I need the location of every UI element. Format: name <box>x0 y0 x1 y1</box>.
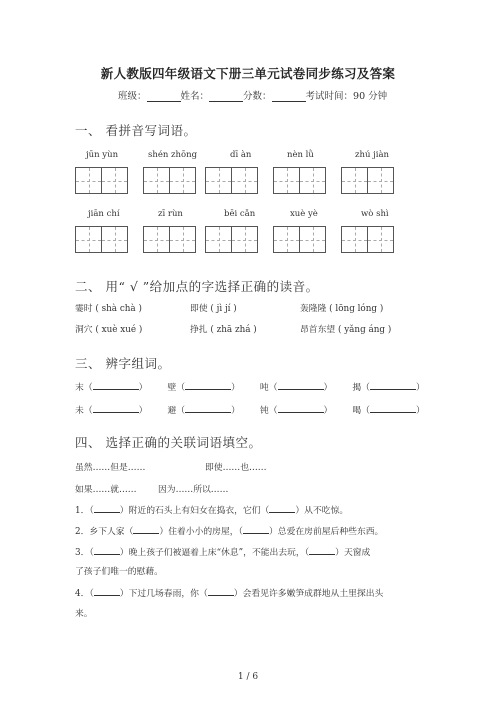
option: 即使……也…… <box>205 463 267 473</box>
reading-choice[interactable]: 洞穴 ( xuè xué ) <box>75 325 143 335</box>
section-4-heading: 四、 选择正确的关联词语填空。 <box>75 435 262 450</box>
writing-grid[interactable] <box>273 226 326 253</box>
option: 虽然……但是…… <box>75 463 146 473</box>
section-1-heading: 一、 看拼音写词语。 <box>75 123 197 138</box>
answer-blank[interactable] <box>94 545 120 555</box>
pinyin: dī àn <box>230 150 252 160</box>
pinyin: bēi cǎn <box>224 209 256 219</box>
question-3: 3．（ ）晚上孩子们被逼着上床“休息”，不能出去玩，（ ）天窗成 <box>75 545 370 558</box>
answer-blank[interactable] <box>93 403 139 413</box>
name-blank[interactable] <box>209 101 243 102</box>
writing-grid[interactable] <box>75 226 128 253</box>
reading-choice[interactable]: 即使 ( jì jí ) <box>190 304 237 314</box>
answer-blank[interactable] <box>243 524 269 534</box>
answer-blank[interactable] <box>94 586 120 596</box>
section-3-heading: 三、 辨字组词。 <box>75 356 171 371</box>
pinyin: jūn yùn <box>86 150 119 160</box>
reading-choice[interactable]: 霎时 ( shà chà ) <box>75 304 142 314</box>
question-4: 4．（ ）下过几场春雨，你（ ）会看见许多嫩笋成群地从土里探出头 <box>75 586 383 599</box>
answer-blank[interactable] <box>133 524 159 534</box>
pinyin: zī rùn <box>158 209 183 219</box>
pinyin: shén zhōng <box>148 150 198 160</box>
answer-blank[interactable] <box>309 545 335 555</box>
writing-grid[interactable] <box>205 167 258 194</box>
pinyin: xuè yè <box>290 209 318 219</box>
reading-choice[interactable]: 挣扎 ( zhā zhá ) <box>190 325 257 335</box>
answer-blank[interactable] <box>93 380 139 390</box>
question-2: 2．乡下人家（ ）住着小小的房屋，（ ）总爱在房前屋后种些东西。 <box>75 524 383 537</box>
writing-grid[interactable] <box>205 226 258 253</box>
answer-blank[interactable] <box>185 380 231 390</box>
writing-grid[interactable] <box>273 167 326 194</box>
word-building-row: 末（ ） 壁（ ） 吨（ ） 揭（ ） <box>75 380 425 393</box>
question-4-cont: 来。 <box>75 609 93 619</box>
answer-blank[interactable] <box>269 503 295 513</box>
score-blank[interactable] <box>272 101 306 102</box>
answer-blank[interactable] <box>185 403 231 413</box>
writing-grid[interactable] <box>341 226 394 253</box>
pinyin: jiān chí <box>88 209 120 219</box>
option: 因为……所以…… <box>158 485 229 495</box>
reading-choice[interactable]: 轰隆隆 ( lōng lóng ) <box>300 304 384 314</box>
reading-choice[interactable]: 昂首东望 ( yǎng áng ) <box>300 325 392 335</box>
writing-grid[interactable] <box>143 167 196 194</box>
answer-blank[interactable] <box>208 586 234 596</box>
answer-blank[interactable] <box>278 403 324 413</box>
answer-blank[interactable] <box>94 503 120 513</box>
section-2-heading: 二、 用“ √ ”给加点的字选择正确的读音。 <box>75 279 319 294</box>
writing-grid[interactable] <box>75 167 128 194</box>
answer-blank[interactable] <box>370 380 416 390</box>
page-title: 新人教版四年级语文下册三单元试卷同步练习及答案 <box>100 66 396 81</box>
word-building-row: 未（ ） 避（ ） 钝（ ） 喝（ ） <box>75 403 425 416</box>
writing-grid[interactable] <box>143 226 196 253</box>
pinyin: wò shì <box>361 209 389 219</box>
page-number: 1 / 6 <box>237 672 259 682</box>
pinyin: nèn lǜ <box>287 150 314 160</box>
answer-blank[interactable] <box>370 403 416 413</box>
pinyin: zhú jiàn <box>355 150 390 160</box>
student-info-line: 班级： 姓名： 分数： 考试时间：90 分钟 <box>118 91 388 102</box>
answer-blank[interactable] <box>278 380 324 390</box>
option: 如果……就…… <box>75 485 137 495</box>
question-3-cont: 了孩子们唯一的慰藉。 <box>75 567 163 577</box>
class-blank[interactable] <box>147 101 181 102</box>
question-1: 1．（ ）附近的石头上有妇女在捣衣，它们（ ）从不吃惊。 <box>75 503 348 516</box>
writing-grid[interactable] <box>341 167 394 194</box>
